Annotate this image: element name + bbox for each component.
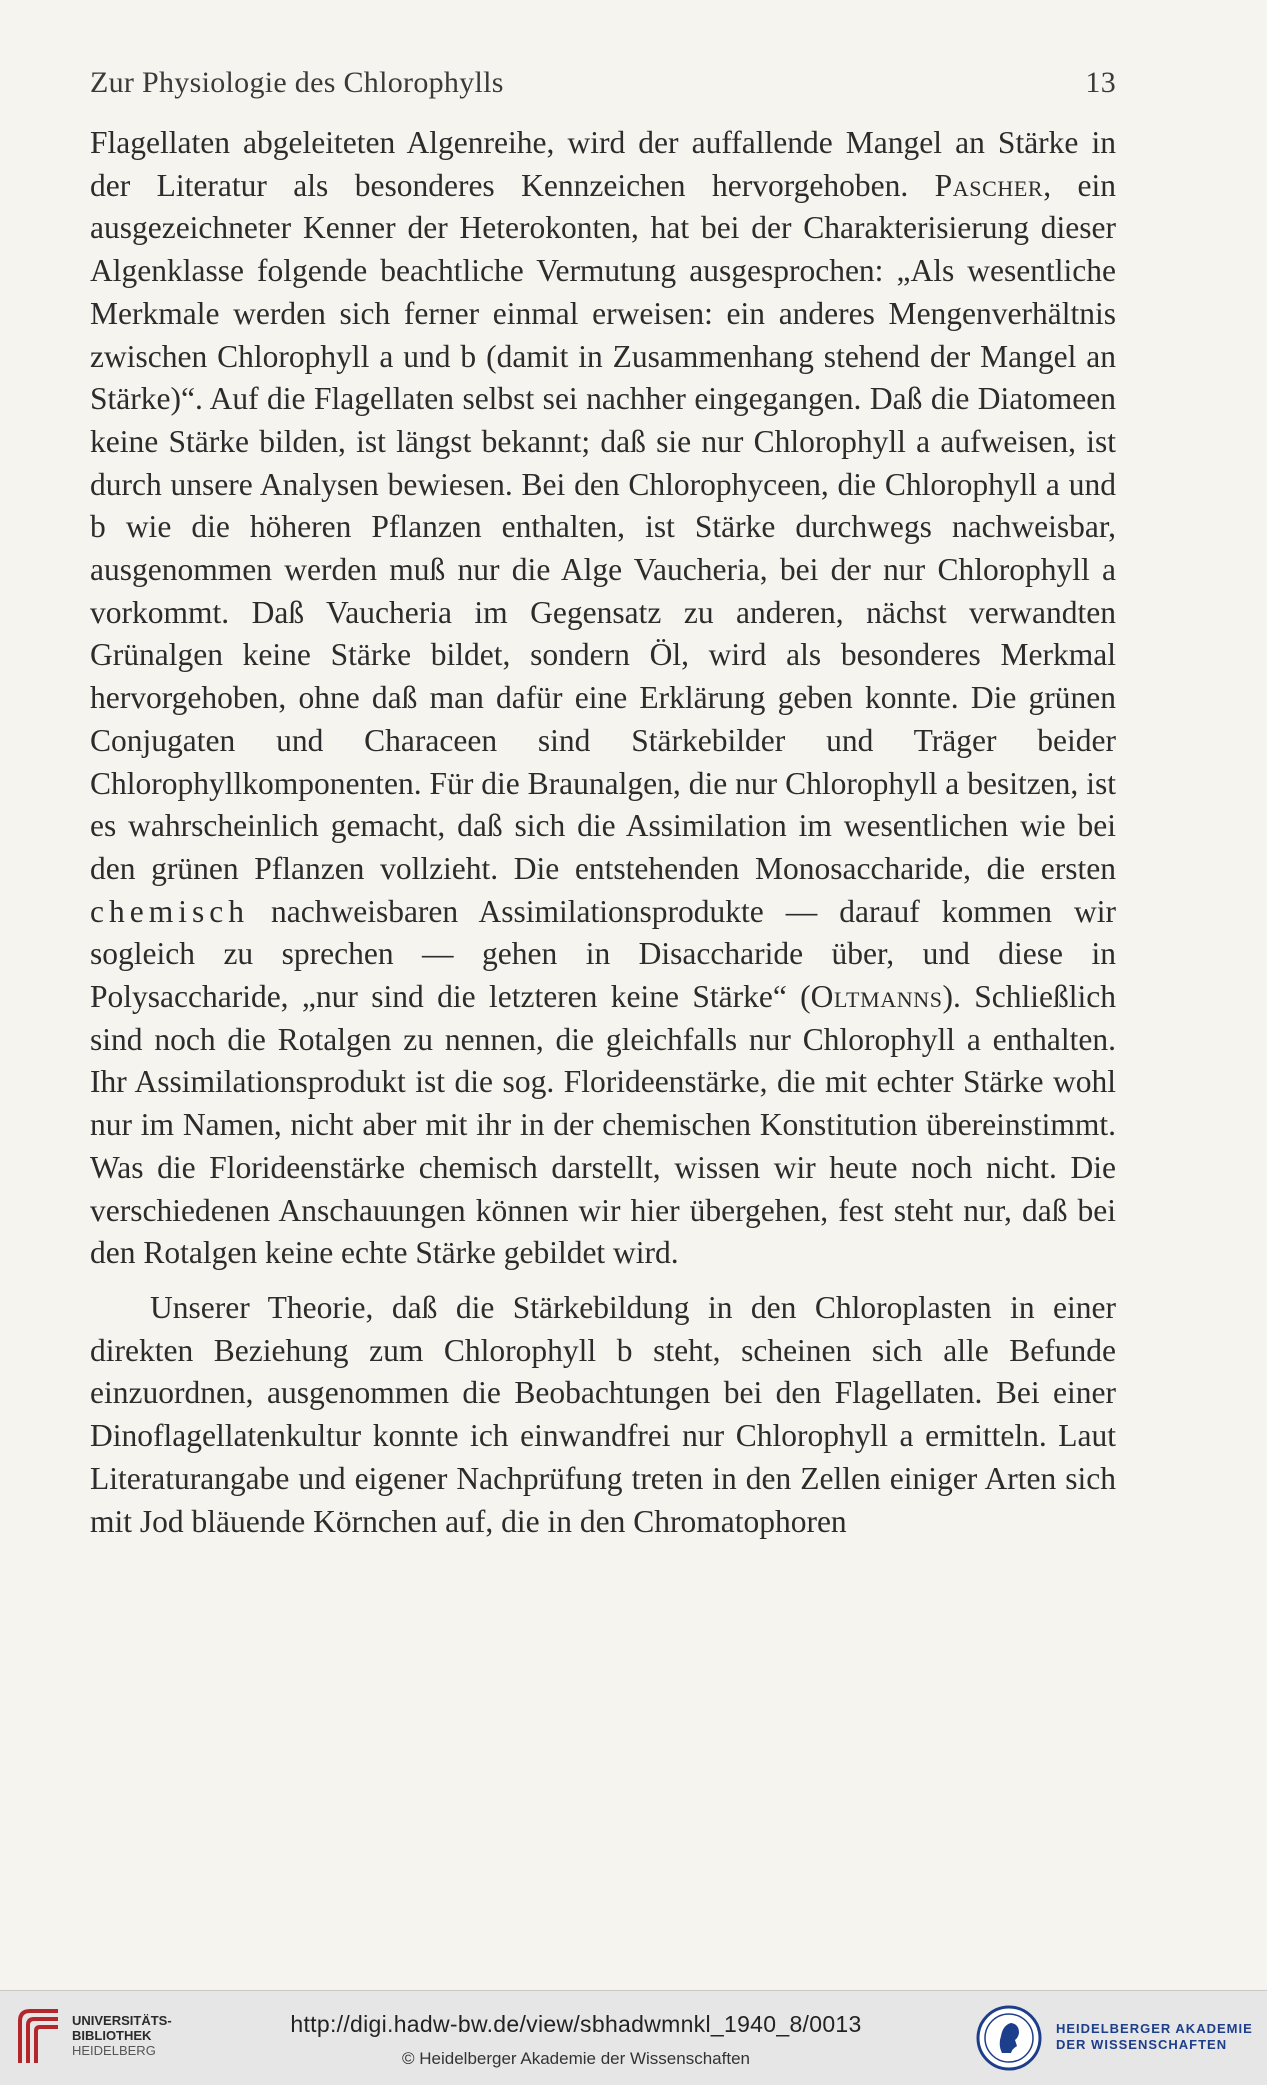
running-head-title: Zur Physiologie des Chlorophylls	[90, 66, 504, 99]
author-name-pascher: Pascher	[934, 167, 1044, 203]
digitization-footer	[0, 1990, 1267, 2085]
university-library-name: UNIVERSITÄTS- BIBLIOTHEK HEIDELBERG	[72, 2013, 172, 2058]
paragraph-1-part-b: , ein ausgezeichneter Kenner der Heterokonten, hat bei der Charakterisierung dieser Algenklasse folgende beachtliche Vermutung ausgesprochen: „Als wesentliche Merkmale werden sich ferner einmal erweisen: ein anderes Mengenverhältnis zwischen Chlorophyll a und b (damit in Zusammenhang stehend der Mangel an Stärke)“. Auf die Flagellaten selbst sei nachher eingegangen. Daß die Diatomeen keine Stärke bilden, ist längst bekannt; daß sie nur Chlorophyll a aufweisen, ist durch unsere Analysen bewiesen. Bei den Chlorophyceen, die Chlorophyll a und b wie die höheren Pflanzen enthalten, ist Stärke durchwegs nachweisbar, ausgenommen werden muß nur die Alge Vaucheria, bei der nur Chlorophyll a vorkommt. Daß Vaucheria im Gegensatz zu anderen, nächst verwandten Grünalgen keine Stärke bildet, sondern Öl, wird als besonderes Merkmal hervorgehoben, ohne daß man dafür eine Erklärung geben konnte. Die grünen Conjugaten und Characeen sind Stärkebilder und Träger beider Chlorophyllkomponenten. Für die Braunalgen, die nur Chlorophyll a besitzen, ist es wahrscheinlich gemacht, daß sich die Assimilation im wesentlichen wie bei den grünen Pflanzen vollzieht. Die entstehenden Monosaccharide, die ersten	[90, 167, 1116, 886]
paragraph-2: Unserer Theorie, daß die Stärkebildung in den Chloroplasten in einer direkten Beziehung zum Chlorophyll b steht, scheinen sich alle Befunde einzuordnen, ausgenommen die Beobachtungen bei den Flagellaten. Bei einer Dinoflagellatenkultur konnte ich einwandfrei nur Chlorophyll a ermitteln. Laut Literaturangabe und eigener Nachprüfung treten in den Zellen einiger Arten sich mit Jod bläuende Körnchen auf, die in den Chromatophoren	[90, 1289, 1116, 1539]
paragraph-1	[90, 122, 1116, 1275]
page-number: 13	[1085, 66, 1116, 99]
academy-name: HEIDELBERGER AKADEMIE DER WISSENSCHAFTEN	[1056, 2021, 1253, 2052]
running-head	[90, 66, 1116, 100]
emphasis-chemisch: chemisch	[90, 893, 249, 929]
permalink-url[interactable]: http://digi.hadw-bw.de/view/sbhadwmnkl_1940_8/0013	[290, 2011, 862, 2037]
university-library-logo-icon[interactable]	[14, 2005, 64, 2069]
paragraph-1-part-a: Flagellaten abgeleiteten Algenreihe, wird der auffallende Mangel an Stärke in der Literatur als besonderes Kennzeichen hervorgehoben.	[90, 125, 1116, 203]
author-name-oltmanns: Oltmanns	[810, 979, 943, 1015]
academy-seal-icon[interactable]	[976, 2005, 1042, 2071]
copyright-notice: © Heidelberger Akademie der Wissenschaften	[402, 2049, 750, 2068]
paragraph-1-part-c: nachweisbaren Assimilationsprodukte — darauf kommen wir sogleich zu sprechen — gehen in Disaccharide über, und diese in Polysaccharide, „nur sind die letzteren keine Stärke“ (	[90, 893, 1116, 1015]
body-text	[90, 122, 1116, 1543]
paragraph-1-part-d: ). Schließlich sind noch die Rotalgen zu nennen, die gleichfalls nur Chlorophyll a enthalten. Ihr Assimilationsprodukt ist die sog. Florideenstärke, die mit echter Stärke wohl nur im Namen, nicht aber mit ihr in der chemischen Konstitution übereinstimmt. Was die Florideenstärke chemisch darstellt, wissen wir heute noch nicht. Die verschiedenen Anschauungen können wir hier übergehen, fest steht nur, daß bei den Rotalgen keine echte Stärke gebildet wird.	[90, 979, 1116, 1271]
